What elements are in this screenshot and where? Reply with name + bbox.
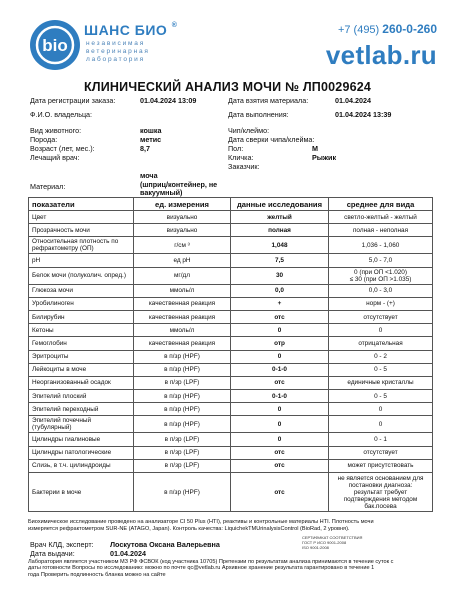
cell-value: 0 (231, 324, 329, 337)
cell-unit: ммоль/л (134, 324, 231, 337)
breed: метис (140, 135, 162, 144)
cell-norm: 0 (329, 416, 433, 433)
breed-label: Порода: (30, 135, 58, 144)
cell-norm: 1,036 - 1,060 (329, 237, 433, 254)
cell-norm: 5,0 - 7,0 (329, 254, 433, 267)
method-note: Биохимическое исследование проведено на анализаторе CI 50 Plus (HTI), реактивы и контрольные материалы HTI. Плотность мочи измеряется рефрактометром SUR-NE (ATAGO, Japan). Контроль качества: LiquichekTMUrinalysisControl (BioRad, 2 уровня). (28, 519, 374, 532)
cell-unit: мг/дл (134, 267, 231, 284)
cell-value: 0 (231, 350, 329, 363)
cell-unit: г/см ³ (134, 237, 231, 254)
cell-unit: в п/зр (HPF) (134, 473, 231, 512)
cell-value: 0-1-0 (231, 363, 329, 376)
table-row (29, 254, 433, 267)
cell-value: 7,5 (231, 254, 329, 267)
logo-icon (30, 20, 80, 70)
cell-indicator: Цвет (29, 211, 134, 224)
customer-label: Заказчик: (228, 162, 260, 171)
cell-indicator: Кетоны (29, 324, 134, 337)
table-row (29, 337, 433, 350)
table-row (29, 310, 433, 323)
chip-label: Чип/клеймо: (228, 126, 270, 135)
cell-value: желтый (231, 211, 329, 224)
table-row (29, 363, 433, 376)
page-title: КЛИНИЧЕСКИЙ АНАЛИЗ МОЧИ № ЛП0029624 (83, 80, 372, 94)
doctor-name: Лоскутова Оксана Валерьевна (110, 540, 220, 549)
table-row (29, 237, 433, 254)
nickname-label: Кличка: (228, 153, 254, 162)
table-row (29, 284, 433, 297)
doctor-role-label: Врач КЛД, эксперт: (30, 540, 94, 549)
cell-value: отс (231, 473, 329, 512)
cell-indicator: Цилиндры патологические (29, 446, 134, 459)
cell-indicator: Прозрачность мочи (29, 224, 134, 237)
cell-unit: в п/зр (HPF) (134, 363, 231, 376)
cell-indicator: Глюкоза мочи (29, 284, 134, 297)
cell-value: 30 (231, 267, 329, 284)
table-row (29, 433, 433, 446)
cell-indicator: Бактерии в моче (29, 473, 134, 512)
reg-date-label: Дата регистрации заказа: (30, 96, 116, 105)
table-row (29, 224, 433, 237)
material: моча (шприц/контейнер, не вакуумный) (140, 171, 218, 197)
cell-indicator: Эпителий почечный (тубулярный) (29, 416, 134, 433)
table-row (29, 350, 433, 363)
site-link[interactable]: vetlab.ru (325, 40, 437, 70)
table-row (29, 211, 433, 224)
cell-norm: 0 - 2 (329, 350, 433, 363)
cell-indicator: Неорганизованный осадок (29, 376, 134, 389)
cell-unit: качественная реакция (134, 297, 231, 310)
cell-unit: в п/зр (LPF) (134, 376, 231, 389)
cell-unit: ммоль/л (134, 284, 231, 297)
cell-unit: в п/зр (HPF) (134, 350, 231, 363)
cell-norm: не является основанием для постановки диагноза: результат требует подтверждения методом бак.посева (329, 473, 433, 512)
cell-value: 0-1-0 (231, 390, 329, 403)
cell-unit: в п/зр (LPF) (134, 459, 231, 472)
cell-value: полная (231, 224, 329, 237)
cell-indicator: Белок мочи (полуколич. опред.) (29, 267, 134, 284)
cell-norm: отсутствует (329, 310, 433, 323)
table-header-row (29, 198, 433, 211)
cell-unit: в п/зр (HPF) (134, 390, 231, 403)
cell-norm: 0 (329, 403, 433, 416)
cell-norm: 0,0 - 3,0 (329, 284, 433, 297)
take-date-label: Дата взятия материала: (228, 96, 309, 105)
cell-norm: 0 (329, 324, 433, 337)
cell-norm: норм - (+) (329, 297, 433, 310)
cell-norm: может присутствовать (329, 459, 433, 472)
table-row (29, 390, 433, 403)
brand-name: ШАНС БИО ® (84, 22, 178, 38)
cell-value: отс (231, 446, 329, 459)
cell-norm: единичные кристаллы (329, 376, 433, 389)
cell-norm: 0 - 5 (329, 390, 433, 403)
age: 8,7 (140, 144, 150, 153)
take-date: 01.04.2024 (335, 96, 371, 105)
cell-norm: отсутствует (329, 446, 433, 459)
cell-unit: в п/зр (HPF) (134, 416, 231, 433)
cell-value: отр (231, 337, 329, 350)
cell-unit: ед pH (134, 254, 231, 267)
nickname: Рыжик (312, 153, 337, 162)
cell-value: отс (231, 310, 329, 323)
chip-date-label: Дата сверки чипа/клейма: (228, 135, 315, 144)
material-label: Материал: (30, 182, 66, 191)
cell-value: 0 (231, 403, 329, 416)
cell-value: 1,048 (231, 237, 329, 254)
cell-indicator: Слизь, в т.ч. цилиндроиды (29, 459, 134, 472)
cell-norm: полная - неполная (329, 224, 433, 237)
reg-date: 01.04.2024 13:09 (140, 96, 197, 105)
table-row (29, 376, 433, 389)
cell-value: 0 (231, 433, 329, 446)
cell-unit: в п/зр (LPF) (134, 446, 231, 459)
cell-unit: качественная реакция (134, 337, 231, 350)
table-row (29, 324, 433, 337)
doctor-label: Лечащий врач: (30, 153, 80, 162)
cell-indicator: Цилиндры гиалиновые (29, 433, 134, 446)
table-row (29, 459, 433, 472)
table-row (29, 267, 433, 284)
cell-value: отс (231, 459, 329, 472)
cell-value: 0,0 (231, 284, 329, 297)
table-row (29, 416, 433, 433)
phone-number[interactable]: +7 (495) 260-0-260 (337, 22, 437, 36)
cell-unit: в п/зр (LPF) (134, 433, 231, 446)
issue-date: 01.04.2024 (110, 549, 146, 558)
cell-indicator: Лейкоциты в моче (29, 363, 134, 376)
species: кошка (140, 126, 162, 135)
cell-unit: визуально (134, 224, 231, 237)
table-row (29, 446, 433, 459)
cell-value: + (231, 297, 329, 310)
issue-date-label: Дата выдачи: (30, 549, 75, 558)
cell-unit: качественная реакция (134, 310, 231, 323)
logo-text: bio (42, 36, 68, 55)
cell-indicator: Билирубин (29, 310, 134, 323)
legal-note: Лаборатория является участником МЗ РФ ФСВОК (код участника 10705) Претензии по результатам анализа принимаются в течение суток с даты готовности Вопросы по исследованию: можно по почте qc@vetlab.ru Архивное хранение результата гарантировано в течение 1 года Проверить подлинность бланка можно на сайте (28, 559, 394, 578)
cell-indicator: pH (29, 254, 134, 267)
cell-indicator: Относительная плотность по рефрактометру (ОП) (29, 237, 134, 254)
cell-norm: светло-желтый - желтый (329, 211, 433, 224)
species-label: Вид животного: (30, 126, 82, 135)
table-row (29, 473, 433, 512)
owner-label: Ф.И.О. владельца: (30, 110, 93, 119)
header-value: данные исследования (231, 198, 329, 211)
cell-norm: 0 (при ОП <1.020) ≤ 30 (при ОП >1.035) (329, 267, 433, 284)
cell-norm: 0 - 5 (329, 363, 433, 376)
sex: М (312, 144, 318, 153)
results-table (28, 197, 433, 512)
brand-subtitle: независимая ветеринарная лаборатория (86, 40, 150, 63)
cell-indicator: Эпителий переходный (29, 403, 134, 416)
cell-value: отс (231, 376, 329, 389)
cell-norm: 0 - 1 (329, 433, 433, 446)
cell-unit: визуально (134, 211, 231, 224)
header-unit: ед. измерения (134, 198, 231, 211)
done-date: 01.04.2024 13:39 (335, 110, 392, 119)
cell-indicator: Гемоглобин (29, 337, 134, 350)
header-norm: среднее для вида (329, 198, 433, 211)
cell-norm: отрицательная (329, 337, 433, 350)
cell-indicator: Эпителий плоский (29, 390, 134, 403)
done-date-label: Дата выполнения: (228, 110, 289, 119)
table-row (29, 403, 433, 416)
cell-indicator: Эритроциты (29, 350, 134, 363)
lab-header (0, 0, 455, 78)
sex-label: Пол: (228, 144, 244, 153)
cell-indicator: Уробилиноген (29, 297, 134, 310)
age-label: Возраст (лет, мес.): (30, 144, 95, 153)
table-row (29, 297, 433, 310)
quality-stamp: СЕРТИФИКАТ СООТВЕТСТВИЯ ГОСТ Р ИСО 9001-2008 ISO 9001:2008 (302, 535, 363, 550)
cell-value: 0 (231, 416, 329, 433)
header-indicator: показатели (29, 198, 134, 211)
cell-unit: в п/зр (HPF) (134, 403, 231, 416)
